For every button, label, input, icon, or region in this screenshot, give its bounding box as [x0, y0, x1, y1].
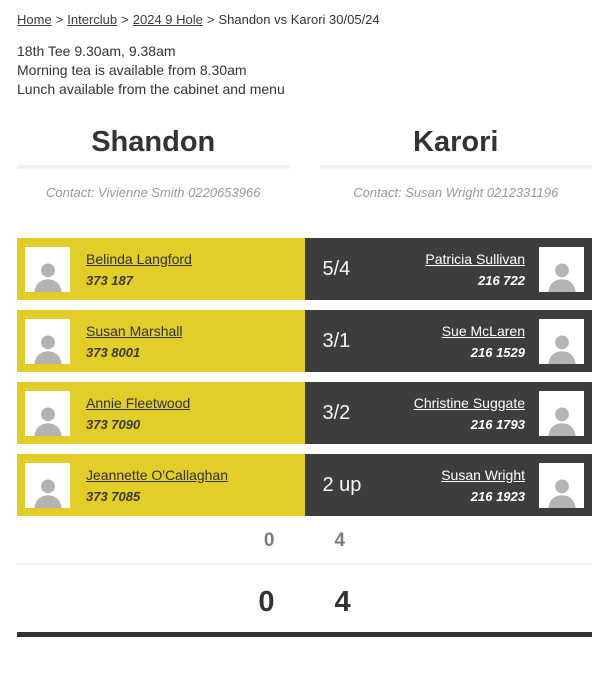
home-player-link[interactable]: Jeannette O'Callaghan [86, 466, 228, 483]
away-player-cell [305, 310, 593, 372]
home-player-number: 373 187 [86, 272, 133, 288]
breadcrumb-link-interclub[interactable]: Interclub [67, 12, 118, 27]
home-player-info [86, 323, 183, 360]
breadcrumb-link-home[interactable]: Home [17, 12, 52, 27]
avatar [25, 463, 70, 508]
breadcrumb-link-2024-9-hole[interactable]: 2024 9 Hole [132, 12, 203, 27]
match-result: 5/4 [322, 258, 351, 280]
teams-header [17, 126, 592, 200]
away-player-info [414, 395, 525, 432]
away-player-number: 216 722 [478, 272, 525, 288]
away-team-name: Karori [413, 126, 499, 158]
avatar [539, 247, 584, 292]
breadcrumb-separator: > [206, 12, 215, 27]
away-player-link[interactable]: Susan Wright [441, 466, 525, 483]
match-row [17, 310, 592, 372]
person-icon [30, 259, 66, 292]
breadcrumb [17, 12, 592, 28]
away-player-info [442, 323, 525, 360]
match-result: 2 up [322, 474, 362, 496]
person-icon [30, 331, 66, 364]
games-totals-row [17, 530, 592, 552]
away-player-link[interactable]: Sue McLaren [441, 322, 525, 339]
totals-divider [17, 563, 592, 565]
bottom-divider [17, 632, 592, 637]
home-player-number: 373 7085 [86, 488, 141, 504]
match-row [17, 238, 592, 300]
away-player-info [441, 467, 525, 504]
home-player-info [86, 395, 190, 432]
match-row [17, 454, 592, 516]
breadcrumb-current: Shandon vs Karori 30/05/24 [218, 12, 380, 27]
info-line-lunch: Lunch available from the cabinet and menu [17, 81, 285, 97]
match-result: 3/2 [322, 402, 351, 424]
away-team-header [320, 126, 593, 200]
home-team-header [17, 126, 290, 200]
home-player-cell [17, 310, 305, 372]
person-icon [544, 475, 580, 508]
avatar [539, 391, 584, 436]
away-player-number: 216 1923 [470, 488, 525, 504]
home-player-number: 373 8001 [86, 344, 141, 360]
away-player-cell [305, 238, 593, 300]
away-player-number: 216 1793 [470, 416, 525, 432]
info-line-tee-times: 18th Tee 9.30am, 9.38am [17, 43, 176, 59]
match-row [17, 382, 592, 444]
away-team-contact: Contact: Susan Wright 0212331196 [353, 185, 559, 200]
person-icon [544, 331, 580, 364]
match-result: 3/1 [322, 330, 351, 352]
home-player-cell [17, 454, 305, 516]
home-player-cell [17, 238, 305, 300]
home-player-info [86, 251, 192, 288]
home-team-name: Shandon [91, 126, 216, 158]
away-games-total: 4 [334, 530, 346, 551]
avatar [539, 463, 584, 508]
person-icon [544, 403, 580, 436]
home-player-number: 373 7090 [86, 416, 141, 432]
match-list [17, 238, 592, 516]
home-player-info [86, 467, 228, 504]
home-points-total: 0 [258, 586, 275, 618]
points-totals-row [17, 585, 592, 619]
away-player-info [425, 251, 525, 288]
away-player-cell [305, 454, 593, 516]
avatar [25, 391, 70, 436]
avatar [25, 247, 70, 292]
away-player-number: 216 1529 [470, 344, 525, 360]
home-team-divider [17, 165, 290, 169]
breadcrumb-separator: > [121, 12, 129, 27]
away-team-divider [320, 165, 593, 169]
away-player-cell [305, 382, 593, 444]
home-player-link[interactable]: Susan Marshall [86, 322, 183, 339]
home-player-cell [17, 382, 305, 444]
away-player-link[interactable]: Patricia Sullivan [425, 250, 525, 267]
away-player-link[interactable]: Christine Suggate [413, 394, 525, 411]
person-icon [30, 475, 66, 508]
breadcrumb-separator: > [55, 12, 64, 27]
info-line-morning-tea: Morning tea is available from 8.30am [17, 62, 247, 78]
event-info [17, 42, 592, 99]
away-points-total: 4 [334, 586, 351, 618]
home-player-link[interactable]: Belinda Langford [86, 250, 192, 267]
person-icon [30, 403, 66, 436]
home-games-total: 0 [263, 530, 275, 551]
avatar [25, 319, 70, 364]
home-team-contact: Contact: Vivienne Smith 0220653966 [46, 185, 261, 200]
person-icon [544, 259, 580, 292]
avatar [539, 319, 584, 364]
home-player-link[interactable]: Annie Fleetwood [86, 394, 191, 411]
